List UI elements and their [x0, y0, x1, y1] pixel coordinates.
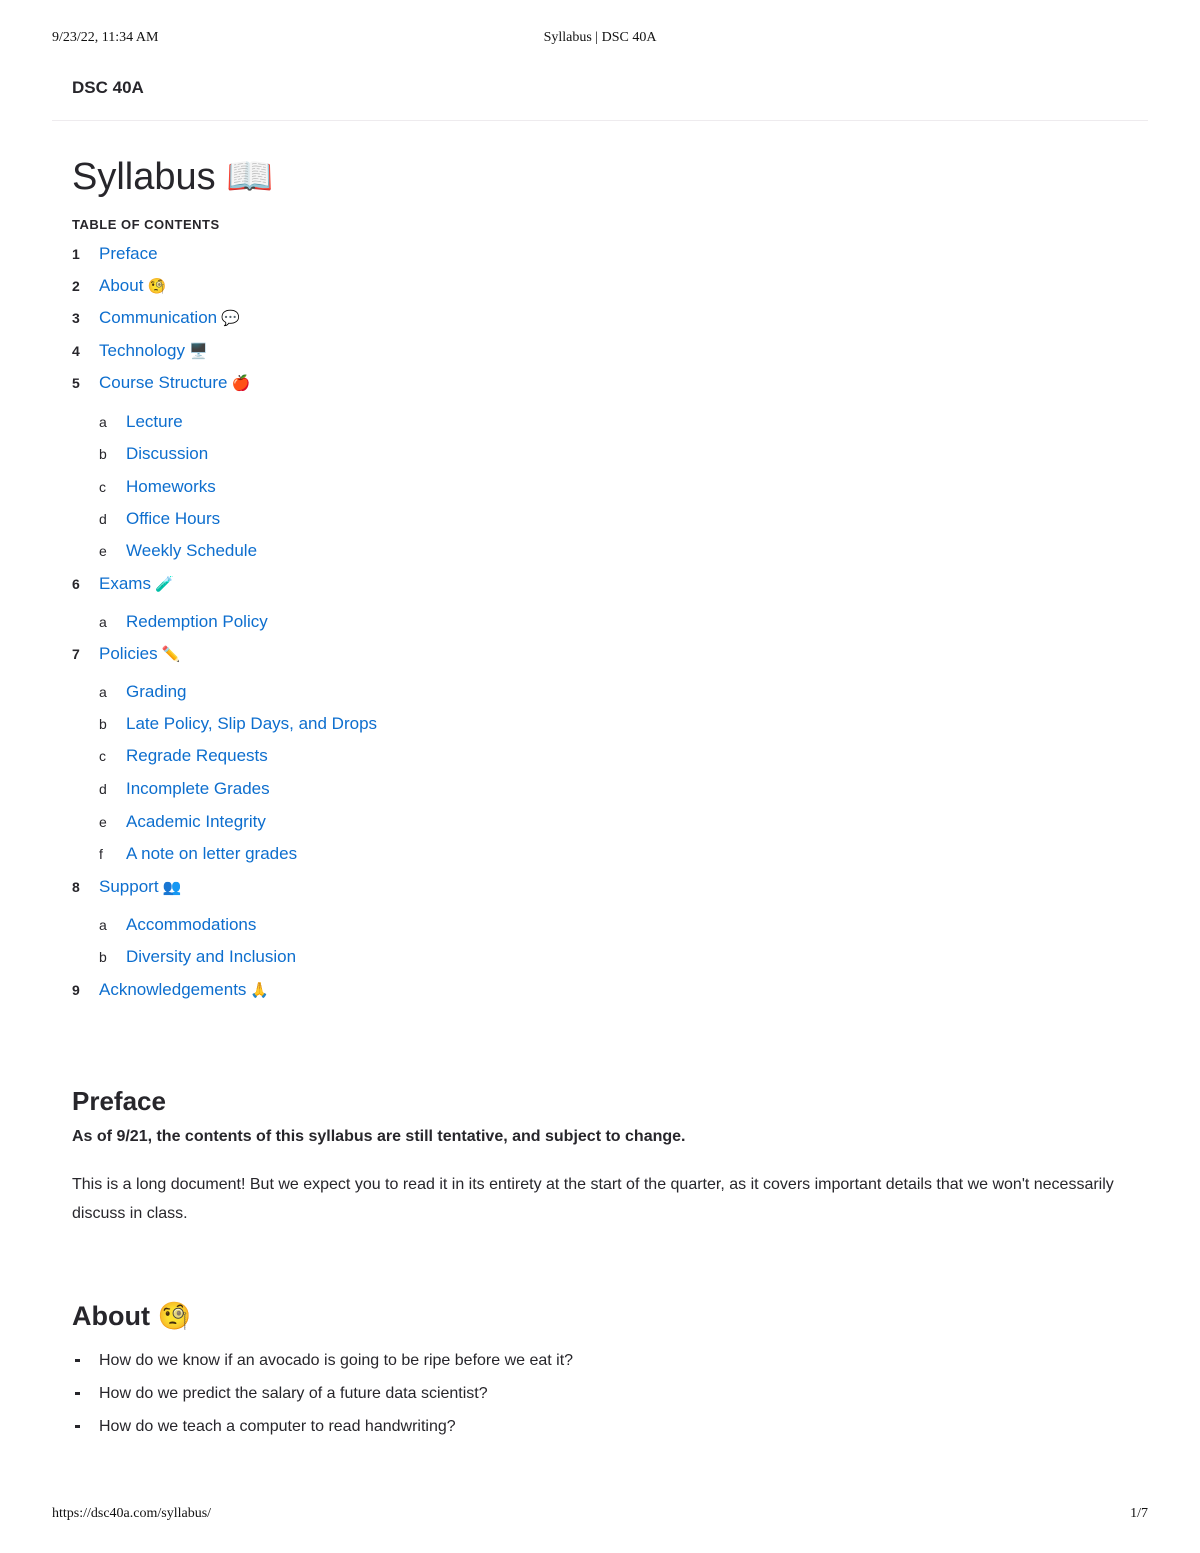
print-url: https://dsc40a.com/syllabus/	[52, 1506, 212, 1521]
toc-link[interactable]: Academic Integrity	[126, 812, 266, 831]
toc-link[interactable]: Grading	[126, 682, 187, 701]
toc-item-number: 1	[72, 246, 80, 262]
toc-item-number: a	[99, 414, 107, 430]
toc-item	[99, 505, 220, 533]
toc-item-number: 4	[72, 343, 80, 359]
table-of-contents	[72, 240, 1132, 1030]
toc-item	[99, 440, 208, 468]
toc-item-number: 9	[72, 982, 80, 998]
toc-emoji-icon: 🙏	[250, 981, 270, 999]
toc-item	[99, 678, 186, 706]
preface-note: As of 9/21, the contents of this syllabus are still tentative, and subject to change.	[72, 1128, 686, 1145]
toc-link[interactable]: Diversity and Inclusion	[126, 947, 297, 966]
toc-item	[99, 608, 268, 636]
about-heading-text: About	[72, 1301, 150, 1331]
toc-item-number: 6	[72, 576, 80, 592]
toc-link[interactable]: Course Structure	[99, 373, 228, 392]
toc-emoji-icon: ✏️	[161, 645, 181, 663]
toc-link[interactable]: Homeworks	[126, 477, 216, 496]
toc-link[interactable]: A note on letter grades	[126, 844, 298, 863]
monocle-face-icon: 🧐	[157, 1301, 192, 1332]
toc-item-number: b	[99, 446, 107, 462]
toc-item	[72, 640, 180, 668]
toc-link[interactable]: Discussion	[126, 444, 209, 463]
main-content	[72, 150, 1132, 1030]
about-questions	[72, 1344, 573, 1443]
toc-link[interactable]: Communication	[99, 308, 218, 327]
toc-item-number: d	[99, 511, 107, 527]
toc-item-number: b	[99, 716, 107, 732]
toc-item-number: a	[99, 917, 107, 933]
open-book-icon: 📖	[226, 154, 274, 198]
toc-item	[99, 710, 377, 738]
toc-item	[99, 840, 297, 868]
toc-item	[72, 873, 181, 901]
toc-emoji-icon: 👥	[162, 878, 182, 896]
toc-emoji-icon: 🍎	[231, 374, 251, 392]
toc-link[interactable]: Redemption Policy	[126, 612, 268, 631]
toc-link[interactable]: Incomplete Grades	[126, 779, 270, 798]
toc-item	[72, 304, 240, 332]
print-date: 9/23/22, 11:34 AM	[52, 30, 159, 45]
toc-link[interactable]: Accommodations	[126, 915, 257, 934]
toc-item	[99, 742, 268, 770]
about-heading	[72, 1300, 191, 1332]
toc-item	[99, 473, 216, 501]
toc-link[interactable]: Preface	[99, 244, 158, 263]
toc-item-number: f	[99, 846, 103, 862]
toc-link[interactable]: Weekly Schedule	[126, 541, 258, 560]
toc-item	[72, 240, 158, 268]
toc-link[interactable]: Acknowledgements	[99, 980, 247, 999]
toc-item-number: e	[99, 814, 107, 830]
site-title-link[interactable]: DSC 40A	[72, 78, 144, 97]
list-item: How do we teach a computer to read handwriting?	[72, 1410, 573, 1443]
toc-item	[72, 570, 174, 598]
toc-heading: TABLE OF CONTENTS	[72, 217, 220, 232]
toc-item	[99, 911, 256, 939]
toc-item-number: d	[99, 781, 107, 797]
toc-emoji-icon: 🧪	[154, 575, 174, 593]
toc-emoji-icon: 💬	[221, 309, 240, 327]
page-title	[72, 150, 1132, 203]
toc-item-number: a	[99, 684, 107, 700]
toc-link[interactable]: Support	[99, 877, 159, 896]
toc-item-number: 3	[72, 310, 80, 326]
list-item: How do we know if an avocado is going to be ripe before we eat it?	[72, 1344, 573, 1377]
toc-item-number: b	[99, 949, 107, 965]
toc-item	[72, 272, 166, 300]
toc-item-number: c	[99, 748, 106, 764]
header-divider	[52, 120, 1148, 121]
toc-link[interactable]: Technology	[99, 341, 186, 360]
toc-item-number: c	[99, 479, 106, 495]
toc-link[interactable]: About	[99, 276, 144, 295]
list-item: How do we predict the salary of a future data scientist?	[72, 1377, 573, 1410]
toc-link[interactable]: Late Policy, Slip Days, and Drops	[126, 714, 378, 733]
toc-link[interactable]: Exams	[99, 574, 151, 593]
toc-item	[72, 337, 208, 365]
toc-link[interactable]: Office Hours	[126, 509, 221, 528]
toc-item-number: a	[99, 614, 107, 630]
toc-item-number: 8	[72, 879, 80, 895]
toc-item	[72, 369, 250, 397]
page-title-text: Syllabus	[72, 156, 216, 198]
print-header	[52, 30, 1148, 50]
print-footer	[52, 1506, 1148, 1526]
toc-item	[99, 537, 257, 565]
toc-link[interactable]: Regrade Requests	[126, 746, 268, 765]
toc-item	[99, 943, 296, 971]
toc-item-number: 7	[72, 646, 80, 662]
toc-item	[99, 775, 270, 803]
toc-link[interactable]: Lecture	[126, 412, 183, 431]
preface-heading: Preface	[72, 1086, 166, 1116]
toc-item	[99, 808, 266, 836]
preface-body: This is a long document! But we expect you to read it in its entirety at the start of the quarter, as it covers important details that we won't necessarily discuss in class.	[72, 1176, 1114, 1222]
toc-item	[72, 976, 269, 1004]
toc-item-number: 5	[72, 375, 80, 391]
print-doc-title: Syllabus | DSC 40A	[543, 30, 657, 45]
toc-emoji-icon: 🖥️	[189, 342, 208, 360]
toc-item	[99, 408, 183, 436]
print-page-number: 1/7	[1130, 1506, 1148, 1521]
toc-emoji-icon: 🧐	[147, 277, 167, 295]
toc-link[interactable]: Policies	[99, 644, 158, 663]
toc-item-number: 2	[72, 278, 80, 294]
toc-item-number: e	[99, 543, 107, 559]
